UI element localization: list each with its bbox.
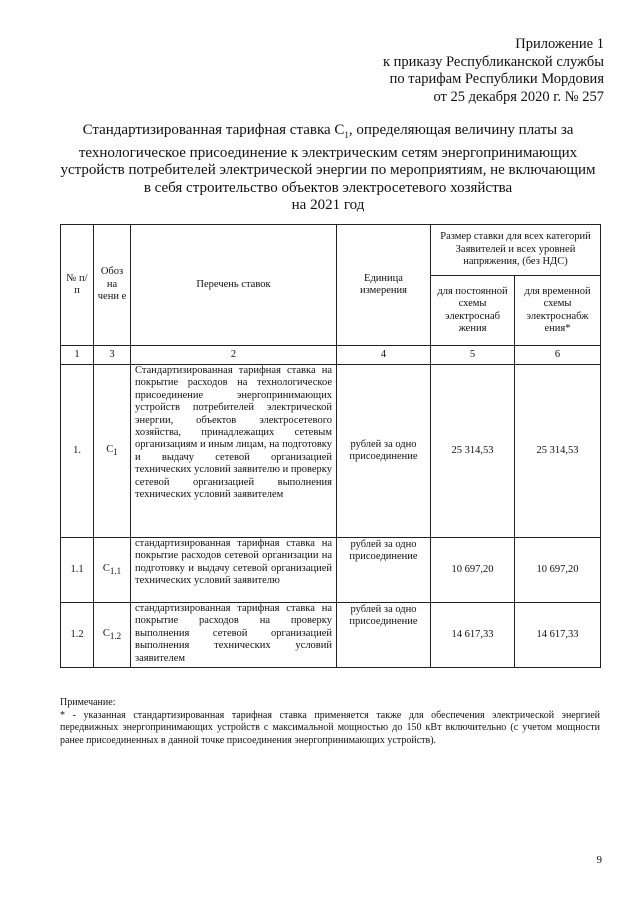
row-permanent-rate: 10 697,20 bbox=[431, 538, 515, 603]
header-list: Перечень ставок bbox=[131, 225, 337, 346]
row-designation bbox=[94, 365, 131, 538]
note-text: * - указанная стандартизированная тарифная ставка применяется также для обеспечения электрической энергией передвижных энергопринимающих устройств с максимальной мощностью до 150 кВт включительно (с учетом мощности ранее присоединенных в данной точке присоединения энергопринимающих устройств). bbox=[60, 709, 600, 746]
table-header-row bbox=[61, 225, 601, 276]
header-unit: Единица измерения bbox=[337, 225, 431, 346]
row-designation bbox=[94, 603, 131, 668]
column-number: 1 bbox=[61, 346, 94, 365]
table-row bbox=[61, 603, 601, 668]
page-number: 9 bbox=[596, 854, 602, 866]
note-section bbox=[60, 697, 600, 747]
designation-subscript: 1.2 bbox=[109, 630, 122, 641]
row-permanent-rate: 14 617,33 bbox=[431, 603, 515, 668]
column-number-row bbox=[61, 346, 601, 365]
title-line: в себя строительство объектов электросетевого хозяйства bbox=[143, 179, 513, 196]
appendix-header bbox=[284, 36, 604, 106]
title-text: Стандартизированная тарифная ставка С bbox=[82, 122, 345, 138]
header-permanent: для постоянной схемы электроснаб жения bbox=[431, 276, 515, 346]
row-num: 1.1 bbox=[61, 538, 94, 603]
row-num: 1. bbox=[61, 365, 94, 538]
designation-subscript: 1.1 bbox=[109, 565, 122, 576]
note-heading: Примечание: bbox=[60, 697, 116, 708]
rates-table bbox=[60, 224, 601, 668]
designation-base: С bbox=[106, 443, 114, 455]
row-description: Стандартизированная тарифная ставка на покрытие расходов на технологическое присоединение энергопринимающих устройств потребителей электрической энергии, объектов электросетевого хозяйства, принадлежащих сетевым организациям и иным лицам, на подготовку и выдачу сетевой организацией технических условий заявителю и проверку сетевой организацией выполнения технических условий заявителем bbox=[131, 365, 337, 538]
title-text: , определяющая величину платы за bbox=[348, 122, 574, 138]
row-temporary-rate: 10 697,20 bbox=[515, 538, 601, 603]
row-description: стандартизированная тарифная ставка на покрытие расходов на проверку выполнения сетевой организацией выполнения технических условий заявителем bbox=[131, 603, 337, 668]
appendix-line: к приказу Республиканской службы bbox=[382, 53, 604, 70]
appendix-line: по тарифам Республики Мордовия bbox=[389, 71, 604, 87]
column-number: 2 bbox=[131, 346, 337, 365]
row-description: стандартизированная тарифная ставка на покрытие расходов сетевой организации на подготовку и выдачу сетевой организацией технических условий заявителю bbox=[131, 538, 337, 603]
row-designation bbox=[94, 538, 131, 603]
column-number: 4 bbox=[337, 346, 431, 365]
title-line: на 2021 год bbox=[291, 197, 365, 213]
header-num: № п/п bbox=[61, 225, 94, 346]
document-title bbox=[48, 122, 608, 215]
designation-subscript: 1 bbox=[113, 446, 118, 457]
row-unit: рублей за одно присоединение bbox=[337, 603, 431, 668]
row-unit: рублей за одно присоединение bbox=[337, 365, 431, 538]
table-row bbox=[61, 365, 601, 538]
column-number: 3 bbox=[94, 346, 131, 365]
row-temporary-rate: 25 314,53 bbox=[515, 365, 601, 538]
header-temporary: для временной схемы электроснабж ения* bbox=[515, 276, 601, 346]
row-permanent-rate: 25 314,53 bbox=[431, 365, 515, 538]
column-number: 5 bbox=[431, 346, 515, 365]
table-row bbox=[61, 538, 601, 603]
header-rate-group: Размер ставки для всех категорий Заявителей и всех уровней напряжения, (без НДС) bbox=[431, 225, 601, 276]
designation-base: С bbox=[102, 562, 110, 574]
appendix-line: Приложение 1 bbox=[515, 36, 604, 52]
title-line: технологическое присоединение к электрическим сетям энергопринимающих bbox=[78, 144, 578, 161]
column-number: 6 bbox=[515, 346, 601, 365]
row-num: 1.2 bbox=[61, 603, 94, 668]
title-subscript: 1 bbox=[344, 130, 349, 140]
designation-base: С bbox=[102, 627, 110, 639]
header-designation: Обоз на чени е bbox=[94, 225, 131, 346]
appendix-line: от 25 декабря 2020 г. № 257 bbox=[433, 88, 604, 105]
title-line: устройств потребителей электрической энергии по мероприятиям, не включающим bbox=[60, 162, 596, 178]
row-temporary-rate: 14 617,33 bbox=[515, 603, 601, 668]
row-unit: рублей за одно присоединение bbox=[337, 538, 431, 603]
title-line bbox=[48, 122, 608, 145]
